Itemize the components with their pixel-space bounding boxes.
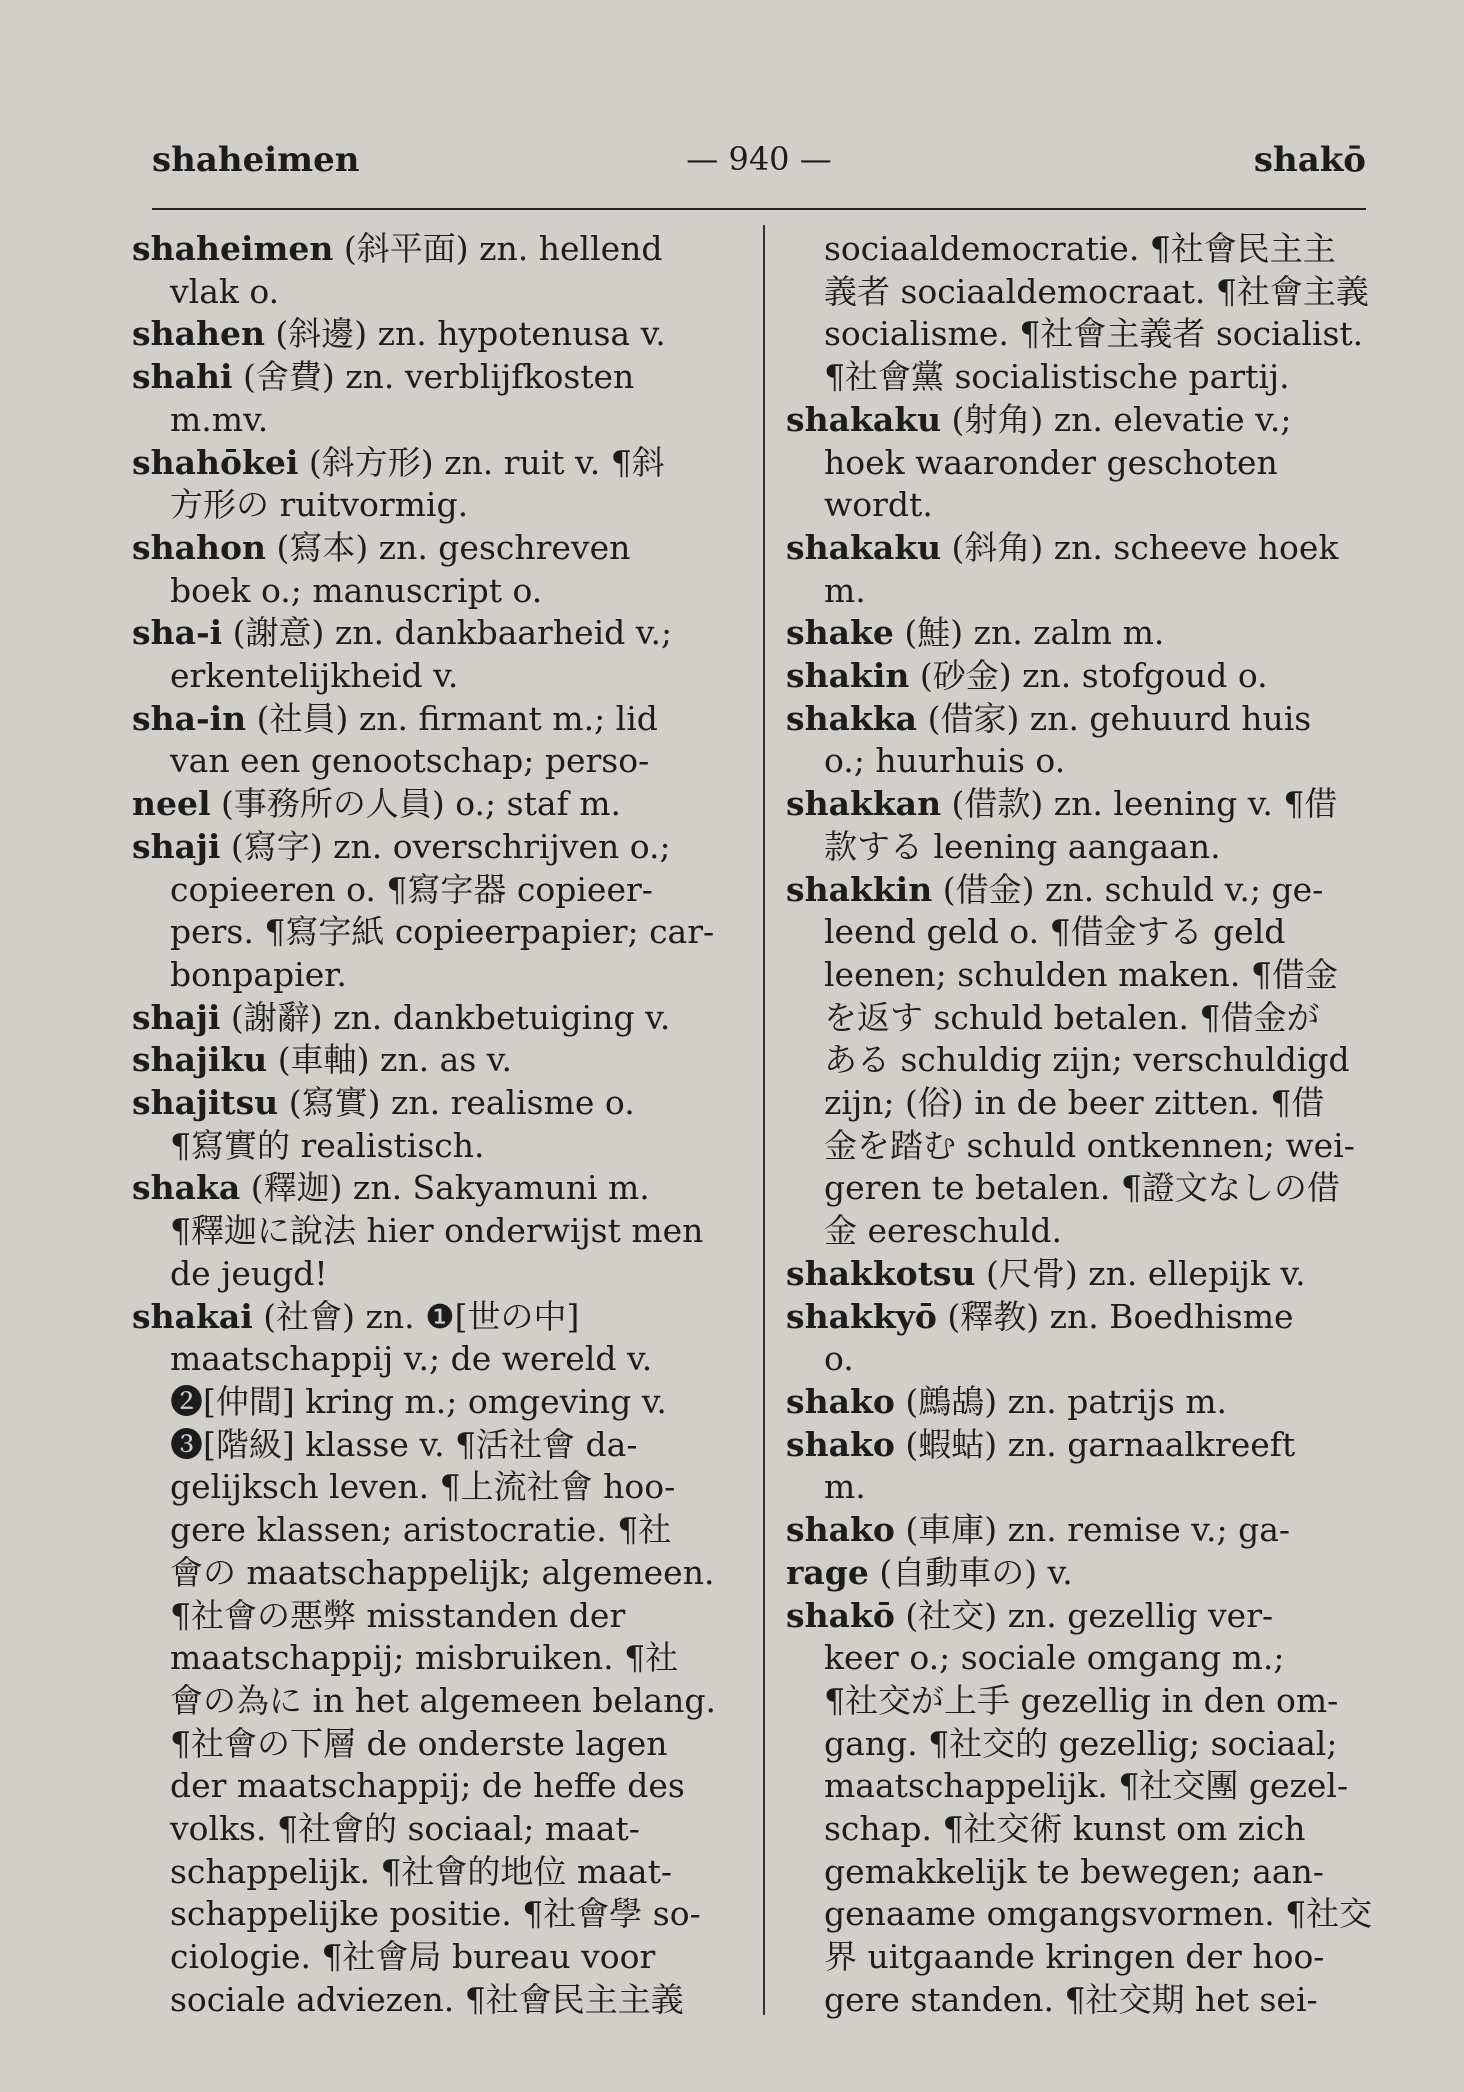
text-line: shako (車庫) zn. remise v.; ga- — [786, 1510, 1291, 1550]
text-line: shakkin (借金) zn. schuld v.; ge- — [786, 869, 1324, 909]
text-line: zijn; (俗) in de beer zitten. ¶借 — [824, 1083, 1325, 1123]
right-column — [786, 228, 1380, 2022]
text-line: maatschappelijk. ¶社交團 gezel- — [824, 1766, 1349, 1806]
text-line: shako (鷓鴣) zn. patrijs m. — [786, 1381, 1228, 1421]
text-line: ¶社會黨 socialistische partij. — [824, 357, 1290, 397]
text-line: van een genootschap; perso- — [170, 741, 650, 781]
text-line: 金 eereschuld. — [824, 1211, 1062, 1251]
text-line: schappelijke positie. ¶社會學 so- — [170, 1894, 701, 1934]
text-line: shajitsu (寫實) zn. realisme o. — [132, 1083, 635, 1123]
page-header — [152, 140, 1366, 190]
header-rule — [152, 208, 1366, 210]
text-line: 款する leening aangaan. — [824, 826, 1221, 866]
text-line: gemakkelijk te bewegen; aan- — [824, 1851, 1324, 1891]
text-line: shahon (寫本) zn. geschreven — [132, 527, 631, 567]
left-column — [132, 228, 740, 2022]
text-line: sha-in (社員) zn. firmant m.; lid — [132, 698, 658, 738]
text-line: ¶釋迦に說法 hier onderwijst men — [170, 1211, 704, 1251]
text-line: gere standen. ¶社交期 het sei- — [824, 1979, 1318, 2019]
text-line: shahōkei (斜方形) zn. ruit v. ¶斜 — [132, 442, 665, 482]
page-number: — 940 — — [686, 140, 832, 178]
text-line: shakkan (借款) zn. leening v. ¶借 — [786, 784, 1338, 824]
text-line: maatschappij; misbruiken. ¶社 — [170, 1638, 679, 1678]
text-line: hoek waaronder geschoten — [824, 442, 1278, 482]
text-line: neel (事務所の人員) o.; staf m. — [132, 784, 622, 824]
text-line: m. — [824, 1467, 866, 1507]
text-line: leend geld o. ¶借金する geld — [824, 912, 1286, 952]
text-line: ❸[階級] klasse v. ¶活社會 da- — [170, 1424, 638, 1464]
text-line: gelijksch leven. ¶上流社會 hoo- — [170, 1467, 676, 1507]
text-line: 義者 sociaaldemocraat. ¶社會主義 — [824, 271, 1369, 311]
text-line: bonpapier. — [170, 954, 347, 994]
text-line: 方形の ruitvormig. — [170, 485, 469, 525]
text-line: o.; huurhuis o. — [824, 741, 1066, 781]
text-line: gere klassen; aristocratie. ¶社 — [170, 1510, 672, 1550]
text-line: を返す schuld betalen. ¶借金が — [824, 997, 1320, 1037]
text-line: 界 uitgaande kringen der hoo- — [824, 1937, 1325, 1977]
text-line: copieeren o. ¶寫字器 copieer- — [170, 869, 653, 909]
text-line: der maatschappij; de heffe des — [170, 1766, 685, 1806]
text-line: shakaku (斜角) zn. scheeve hoek — [786, 527, 1339, 567]
text-line: geren te betalen. ¶證文なしの借 — [824, 1168, 1340, 1208]
text-line: ciologie. ¶社會局 bureau voor — [170, 1937, 656, 1977]
text-line: 金を踏む schuld ontkennen; wei- — [824, 1125, 1355, 1165]
text-line: boek o.; manuscript o. — [170, 570, 543, 610]
text-line: shako (蝦蛄) zn. garnaalkreeft — [786, 1424, 1296, 1464]
text-line: ¶寫實的 realistisch. — [170, 1125, 485, 1165]
text-line: shaheimen (斜平面) zn. hellend — [132, 229, 663, 268]
text-line: sociale adviezen. ¶社會民主主義 — [170, 1979, 684, 2019]
text-line: ¶社交が上手 gezellig in den om- — [824, 1680, 1339, 1720]
text-line: shaji (謝辭) zn. dankbetuiging v. — [132, 997, 671, 1037]
text-line: rage (自動車の) v. — [786, 1552, 1073, 1592]
text-line: socialisme. ¶社會主義者 socialist. — [824, 314, 1364, 354]
text-line: pers. ¶寫字紙 copieerpapier; car- — [170, 912, 715, 952]
text-line: genaame omgangsvormen. ¶社交 — [824, 1894, 1373, 1934]
text-line: keer o.; sociale omgang m.; — [824, 1638, 1285, 1678]
text-line: m.mv. — [170, 399, 269, 439]
text-line: schappelijk. ¶社會的地位 maat- — [170, 1851, 672, 1891]
text-line: shahen (斜邊) zn. hypotenusa v. — [132, 314, 666, 354]
text-line: o. — [824, 1339, 854, 1379]
text-line: shakō (社交) zn. gezellig ver- — [786, 1595, 1274, 1635]
text-line: volks. ¶社會的 sociaal; maat- — [170, 1809, 640, 1849]
text-line: gang. ¶社交的 gezellig; sociaal; — [824, 1723, 1338, 1763]
text-line: wordt. — [824, 485, 933, 525]
text-line: shakaku (射角) zn. elevatie v.; — [786, 399, 1292, 439]
text-line: ある schuldig zijn; verschuldigd — [824, 1040, 1350, 1080]
text-line: 會の maatschappelijk; algemeen. — [170, 1552, 715, 1592]
text-line: shajiku (車軸) zn. as v. — [132, 1040, 512, 1080]
text-line: shakka (借家) zn. gehuurd huis — [786, 698, 1312, 738]
text-line: 會の為に in het algemeen belang. — [170, 1680, 717, 1720]
column-divider — [763, 225, 765, 2015]
text-line: shahi (舍費) zn. verblijfkosten — [132, 357, 635, 397]
text-line: ¶社會の悪弊 misstanden der — [170, 1595, 626, 1635]
text-line: shakkyō (釋教) zn. Boedhisme — [786, 1296, 1294, 1336]
right-guide-word: shakō — [1253, 140, 1366, 180]
left-guide-word: shaheimen — [152, 140, 360, 180]
text-line: m. — [824, 570, 866, 610]
text-line: schap. ¶社交術 kunst om zich — [824, 1809, 1306, 1849]
text-line: shaji (寫字) zn. overschrijven o.; — [132, 826, 671, 866]
text-line: shakai (社會) zn. ❶[世の中] — [132, 1296, 580, 1336]
text-line: shake (鮭) zn. zalm m. — [786, 613, 1165, 653]
text-line: ¶社會の下層 de onderste lagen — [170, 1723, 668, 1763]
text-line: shakin (砂金) zn. stofgoud o. — [786, 656, 1268, 696]
text-line: shaka (釋迦) zn. Sakyamuni m. — [132, 1168, 650, 1208]
text-line: shakkotsu (尺骨) zn. ellepijk v. — [786, 1253, 1306, 1293]
text-line: sha-i (謝意) zn. dankbaarheid v.; — [132, 613, 673, 653]
text-line: vlak o. — [170, 271, 280, 311]
text-line: de jeugd! — [170, 1253, 328, 1293]
text-line: erkentelijkheid v. — [170, 656, 459, 696]
text-line: maatschappij v.; de wereld v. — [170, 1339, 653, 1379]
text-line: ❷[仲間] kring m.; omgeving v. — [170, 1381, 667, 1421]
text-line: leenen; schulden maken. ¶借金 — [824, 954, 1338, 994]
text-line: sociaaldemocratie. ¶社會民主主 — [824, 229, 1336, 268]
